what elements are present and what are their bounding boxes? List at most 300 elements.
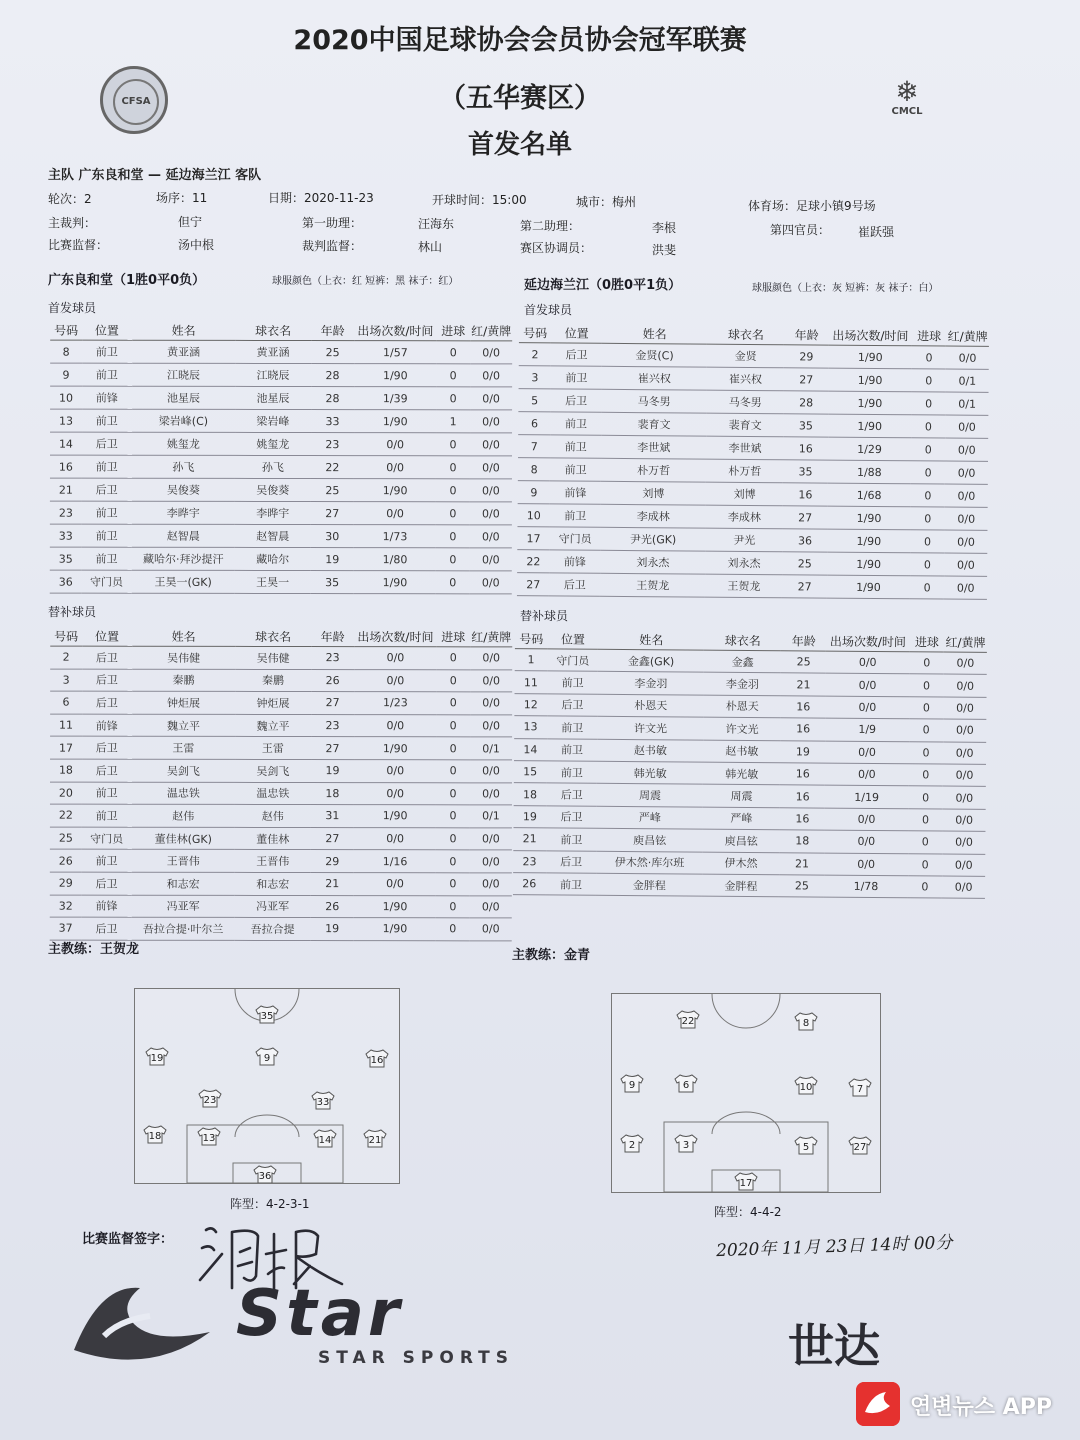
cell-apps: 0/0 bbox=[354, 647, 436, 670]
cell-age: 30 bbox=[310, 525, 354, 548]
cell-name: 裴育文 bbox=[601, 412, 707, 436]
table-row bbox=[50, 340, 512, 364]
cell-apps: 1/90 bbox=[827, 552, 910, 576]
cell-cards: 0/0 bbox=[470, 850, 512, 873]
cell-position: 后卫 bbox=[546, 783, 597, 806]
cell-age: 23 bbox=[311, 714, 355, 737]
column-header-number: 号码 bbox=[50, 320, 82, 341]
watermark-text: 연변뉴스 APP bbox=[910, 1395, 1052, 1420]
cell-age: 19 bbox=[310, 548, 354, 571]
table-header bbox=[50, 626, 512, 647]
home-coach-name: 王贺龙 bbox=[100, 942, 140, 957]
cell-shirt-name: 和志宏 bbox=[235, 872, 310, 895]
cell-age: 21 bbox=[780, 852, 825, 875]
cell-position: 守门员 bbox=[547, 649, 598, 672]
table-row bbox=[50, 501, 512, 525]
cell-apps: 0/0 bbox=[354, 669, 436, 692]
shirt-icon bbox=[795, 1137, 817, 1154]
shirt-number: 2 bbox=[628, 1140, 636, 1151]
shirt-icon bbox=[198, 1128, 220, 1145]
cell-age: 27 bbox=[310, 502, 354, 525]
shirt-icon bbox=[849, 1079, 871, 1096]
cell-apps: 0/0 bbox=[825, 808, 909, 831]
cell-name: 董佳林(GK) bbox=[131, 827, 235, 850]
table-row bbox=[50, 478, 512, 502]
cell-age: 35 bbox=[783, 460, 828, 483]
cell-age: 28 bbox=[311, 364, 355, 387]
column-header-apps: 出场次数/时间 bbox=[355, 626, 437, 647]
cell-number: 1 bbox=[515, 649, 548, 672]
cell-goals: 0 bbox=[436, 387, 470, 410]
cell-number: 12 bbox=[514, 693, 547, 716]
cell-name: 梁岩峰(C) bbox=[132, 409, 236, 432]
cell-cards: 0/0 bbox=[470, 715, 512, 738]
cell-number: 5 bbox=[518, 389, 551, 412]
cell-name: 朴恩天 bbox=[598, 694, 704, 717]
shirt-icon bbox=[735, 1173, 757, 1190]
cell-age: 16 bbox=[780, 785, 825, 808]
cell-goals: 0 bbox=[436, 669, 470, 692]
cell-apps: 1/80 bbox=[354, 548, 436, 571]
cell-name: 孙飞 bbox=[132, 455, 236, 478]
table-row bbox=[50, 386, 512, 410]
cell-name: 黄亚涵 bbox=[132, 340, 236, 363]
cell-shirt-name: 吴俊葵 bbox=[235, 478, 310, 501]
cell-cards: 0/0 bbox=[943, 742, 986, 765]
cell-position: 前锋 bbox=[550, 550, 601, 573]
away-starters-table bbox=[517, 322, 989, 600]
cell-goals: 0 bbox=[436, 828, 470, 851]
cell-apps: 1/90 bbox=[354, 805, 436, 828]
cell-age: 29 bbox=[310, 850, 354, 873]
column-header-name: 姓名 bbox=[132, 320, 236, 341]
cell-age: 25 bbox=[779, 875, 824, 898]
cell-apps: 1/90 bbox=[827, 506, 910, 530]
cell-name: 庾昌铉 bbox=[597, 828, 703, 851]
shirt-icon bbox=[312, 1092, 334, 1109]
cell-age: 29 bbox=[784, 345, 829, 368]
column-header-age: 年龄 bbox=[311, 626, 355, 647]
table-row bbox=[50, 782, 512, 805]
cell-apps: 1/90 bbox=[354, 571, 436, 594]
cell-age: 16 bbox=[781, 696, 826, 719]
cell-shirt-name: 尹光 bbox=[706, 528, 783, 552]
cell-name: 金贤(C) bbox=[602, 343, 708, 367]
cell-apps: 0/0 bbox=[354, 873, 436, 896]
cell-apps: 0/0 bbox=[354, 782, 436, 805]
cell-name: 马冬男 bbox=[601, 389, 707, 413]
cell-position: 后卫 bbox=[546, 850, 597, 873]
cell-cards: 0/0 bbox=[945, 438, 988, 461]
cell-apps: 0/0 bbox=[824, 853, 908, 876]
cell-apps: 0/0 bbox=[354, 760, 436, 783]
shirt-number: 13 bbox=[202, 1133, 216, 1144]
cell-age: 27 bbox=[783, 506, 828, 529]
cell-number: 11 bbox=[50, 714, 82, 737]
cell-number: 26 bbox=[50, 849, 82, 872]
shirt-number: 19 bbox=[150, 1053, 164, 1064]
cell-number: 8 bbox=[518, 458, 551, 481]
cell-cards: 0/0 bbox=[945, 507, 988, 530]
home-starters-table bbox=[50, 320, 512, 595]
cell-age: 35 bbox=[310, 571, 354, 594]
cell-cards: 0/0 bbox=[470, 692, 512, 715]
away-shirts bbox=[621, 1011, 871, 1190]
shirt-icon bbox=[144, 1126, 166, 1143]
cell-number: 18 bbox=[514, 783, 547, 806]
shirt-icon bbox=[677, 1011, 699, 1028]
column-header-name: 姓名 bbox=[132, 626, 236, 647]
cell-goals: 0 bbox=[908, 764, 943, 787]
away-formation: 阵型：4-4-2 bbox=[714, 1205, 782, 1219]
cell-goals: 0 bbox=[436, 341, 470, 364]
cell-position: 守门员 bbox=[550, 527, 601, 550]
cell-shirt-name: 黄亚涵 bbox=[235, 340, 310, 363]
cell-name: 赵伟 bbox=[131, 804, 235, 827]
cell-apps: 1/90 bbox=[828, 391, 911, 415]
cell-age: 25 bbox=[782, 552, 827, 575]
shirt-number: 7 bbox=[856, 1084, 864, 1095]
cell-goals: 0 bbox=[436, 479, 470, 502]
cell-position: 前卫 bbox=[82, 849, 132, 872]
table-row bbox=[50, 804, 512, 827]
cell-cards: 0/0 bbox=[945, 484, 988, 507]
signature-label: 比赛监督签字： bbox=[82, 1232, 174, 1247]
table-header bbox=[50, 320, 512, 341]
cell-goals: 0 bbox=[909, 674, 944, 697]
cell-apps: 1/90 bbox=[828, 368, 911, 392]
cell-cards: 0/0 bbox=[944, 697, 987, 720]
cell-cards: 0/0 bbox=[470, 571, 512, 594]
cell-position: 后卫 bbox=[82, 478, 132, 501]
cell-number: 22 bbox=[517, 550, 550, 573]
cell-position: 前锋 bbox=[550, 481, 601, 504]
stadium: 体育场：足球小镇9号场 bbox=[748, 199, 876, 213]
column-header-shirt-name: 球衣名 bbox=[707, 324, 784, 345]
cell-shirt-name: 吴伟健 bbox=[235, 646, 310, 669]
fourth-official: 崔跃强 bbox=[858, 225, 895, 239]
cell-shirt-name: 金胖程 bbox=[702, 874, 779, 897]
cell-number: 17 bbox=[517, 527, 550, 550]
brand-chinese: 世达 bbox=[788, 1319, 880, 1373]
cell-age: 25 bbox=[311, 341, 355, 364]
round: 轮次：2 bbox=[48, 192, 92, 206]
table-row bbox=[50, 691, 512, 714]
cell-age: 26 bbox=[311, 669, 355, 692]
table-row bbox=[50, 455, 512, 479]
column-header-position: 位置 bbox=[82, 320, 132, 341]
cell-apps: 1/39 bbox=[354, 387, 436, 410]
cell-position: 前卫 bbox=[82, 501, 132, 524]
cell-shirt-name: 裴育文 bbox=[707, 413, 784, 437]
cell-number: 13 bbox=[50, 409, 82, 432]
cell-name: 李晔宇 bbox=[131, 501, 235, 524]
cell-shirt-name: 崔兴权 bbox=[707, 367, 784, 391]
cell-cards: 0/1 bbox=[470, 737, 512, 760]
shirt-number: 35 bbox=[260, 1011, 274, 1022]
cell-age: 16 bbox=[781, 718, 826, 741]
shirt-number: 10 bbox=[799, 1082, 813, 1093]
cell-number: 26 bbox=[513, 873, 546, 896]
cell-number: 32 bbox=[50, 895, 82, 918]
shirt-number: 17 bbox=[739, 1178, 753, 1189]
home-starters-label: 首发球员 bbox=[48, 301, 97, 315]
shirt-icon bbox=[675, 1075, 697, 1092]
column-header-apps: 出场次数/时间 bbox=[829, 325, 912, 346]
shirt-number: 5 bbox=[802, 1142, 810, 1153]
cell-shirt-name: 刘永杰 bbox=[706, 551, 783, 575]
cell-cards: 0/0 bbox=[945, 553, 988, 576]
table-row bbox=[50, 827, 512, 850]
cell-name: 吴伟健 bbox=[132, 646, 236, 669]
shirt-icon bbox=[621, 1075, 643, 1092]
table-row bbox=[50, 736, 512, 759]
cell-name: 冯亚军 bbox=[131, 895, 235, 918]
cell-age: 27 bbox=[784, 368, 829, 391]
away-subs-table bbox=[513, 628, 987, 899]
cell-apps: 0/0 bbox=[826, 673, 910, 696]
cell-number: 7 bbox=[518, 435, 551, 458]
cell-age: 28 bbox=[784, 391, 829, 414]
cell-name: 王昊一(GK) bbox=[131, 570, 235, 593]
cell-age: 16 bbox=[783, 483, 828, 506]
cell-position: 前锋 bbox=[82, 895, 132, 918]
away-subs-label: 替补球员 bbox=[520, 609, 569, 623]
cell-age: 23 bbox=[311, 647, 355, 670]
cell-number: 2 bbox=[519, 343, 552, 366]
cell-name: 江晓辰 bbox=[132, 363, 236, 386]
table-row bbox=[50, 432, 512, 456]
away-coach-label: 主教练： bbox=[512, 948, 565, 963]
cell-number: 3 bbox=[519, 366, 552, 389]
shirt-number: 16 bbox=[370, 1055, 384, 1066]
cell-shirt-name: 秦鹏 bbox=[235, 669, 310, 692]
cell-shirt-name: 王昊一 bbox=[235, 570, 310, 593]
home-team-header: 广东良和堂（1胜0平0负） bbox=[48, 273, 206, 288]
cell-goals: 0 bbox=[911, 392, 946, 415]
cell-cards: 0/1 bbox=[470, 805, 512, 828]
cell-name: 李成林 bbox=[601, 504, 707, 528]
cell-apps: 1/90 bbox=[827, 575, 910, 599]
cell-position: 前卫 bbox=[547, 671, 598, 694]
cell-number: 2 bbox=[50, 646, 82, 669]
cell-cards: 0/0 bbox=[470, 873, 512, 896]
coordinator-label: 赛区协调员： bbox=[520, 241, 593, 255]
cell-shirt-name: 李晔宇 bbox=[235, 501, 310, 524]
cell-cards: 0/0 bbox=[470, 364, 512, 387]
cell-position: 前卫 bbox=[82, 782, 132, 805]
cell-age: 33 bbox=[311, 410, 355, 433]
cell-apps: 0/0 bbox=[354, 827, 436, 850]
cell-age: 18 bbox=[780, 830, 825, 853]
column-header-apps: 出场次数/时间 bbox=[354, 320, 436, 341]
column-header-age: 年龄 bbox=[784, 324, 829, 345]
cell-name: 刘永杰 bbox=[600, 550, 706, 574]
table-row bbox=[513, 873, 985, 899]
shirt-icon bbox=[795, 1077, 817, 1094]
cell-cards: 0/0 bbox=[470, 548, 512, 571]
away-starters-label: 首发球员 bbox=[524, 303, 573, 317]
cell-age: 16 bbox=[783, 437, 828, 460]
teams-line: 主队 广东良和堂 — 延边海兰江 客队 bbox=[48, 168, 262, 183]
cell-apps: 1/19 bbox=[825, 785, 909, 808]
cell-shirt-name: 朴万哲 bbox=[706, 459, 783, 483]
cell-number: 36 bbox=[50, 570, 82, 593]
cell-name: 和志宏 bbox=[131, 872, 235, 895]
cell-goals: 0 bbox=[909, 741, 944, 764]
cell-cards: 0/0 bbox=[470, 433, 512, 456]
cell-goals: 0 bbox=[911, 415, 946, 438]
away-coach bbox=[512, 944, 590, 963]
cell-apps: 1/68 bbox=[828, 483, 911, 507]
home-kit-colors: 球服颜色（上衣：红 短裤：黑 袜子：红） bbox=[272, 276, 459, 287]
supervisor: 汤中根 bbox=[178, 238, 215, 252]
assistant2: 李根 bbox=[652, 221, 677, 235]
cell-cards: 0/0 bbox=[470, 828, 512, 851]
cell-name: 韩光敏 bbox=[597, 761, 703, 784]
match-number: 场序：11 bbox=[156, 191, 208, 205]
cell-cards: 0/0 bbox=[945, 461, 988, 484]
cell-number: 27 bbox=[517, 573, 550, 596]
cell-age: 27 bbox=[311, 692, 355, 715]
cell-apps: 1/90 bbox=[354, 918, 436, 941]
cell-goals: 0 bbox=[910, 576, 945, 599]
cell-shirt-name: 王贺龙 bbox=[705, 574, 782, 598]
cell-goals: 0 bbox=[436, 850, 470, 873]
cell-shirt-name: 吴剑飞 bbox=[235, 759, 310, 782]
supervisor-label: 比赛监督： bbox=[48, 238, 109, 252]
cell-cards: 0/0 bbox=[943, 831, 986, 854]
cell-number: 10 bbox=[517, 504, 550, 527]
column-header-number: 号码 bbox=[50, 626, 82, 647]
cell-position: 守门员 bbox=[82, 827, 132, 850]
cell-goals: 0 bbox=[436, 692, 470, 715]
cell-number: 18 bbox=[50, 759, 82, 782]
fourth-official-label: 第四官员： bbox=[770, 223, 831, 237]
cell-apps: 1/29 bbox=[828, 437, 911, 461]
cell-cards: 0/0 bbox=[470, 479, 512, 502]
cell-apps: 1/90 bbox=[828, 414, 911, 438]
cell-position: 后卫 bbox=[82, 917, 132, 940]
cell-apps: 1/23 bbox=[354, 692, 436, 715]
referee-supervisor: 林山 bbox=[418, 240, 443, 254]
column-header-name: 姓名 bbox=[598, 629, 704, 650]
column-header-goals: 进球 bbox=[436, 320, 470, 341]
cell-goals: 0 bbox=[436, 433, 470, 456]
cell-goals: 0 bbox=[436, 873, 470, 896]
cell-position: 前卫 bbox=[547, 716, 598, 739]
cell-shirt-name: 钟炬展 bbox=[235, 692, 310, 715]
cell-number: 35 bbox=[50, 547, 82, 570]
coordinator: 洪斐 bbox=[652, 243, 677, 257]
table-row bbox=[50, 759, 512, 782]
cell-name: 温忠铁 bbox=[132, 782, 236, 805]
cell-number: 22 bbox=[50, 804, 82, 827]
cell-age: 26 bbox=[310, 895, 354, 918]
cell-age: 18 bbox=[311, 782, 355, 805]
cell-age: 19 bbox=[310, 918, 354, 941]
cell-goals: 1 bbox=[436, 410, 470, 433]
cell-age: 22 bbox=[311, 456, 355, 479]
cell-goals: 0 bbox=[436, 548, 470, 571]
column-header-cards: 红/黄牌 bbox=[470, 320, 512, 341]
cell-cards: 0/0 bbox=[942, 876, 985, 899]
cell-goals: 0 bbox=[436, 647, 470, 670]
cell-number: 11 bbox=[515, 671, 548, 694]
match-date: 日期：2020-11-23 bbox=[268, 191, 374, 205]
cell-name: 王贺龙 bbox=[600, 573, 706, 597]
cell-position: 前锋 bbox=[82, 386, 132, 409]
assistant2-label: 第二助理： bbox=[520, 219, 581, 233]
cell-apps: 1/90 bbox=[354, 895, 436, 918]
cell-position: 前卫 bbox=[82, 804, 132, 827]
cell-age: 35 bbox=[784, 414, 829, 437]
cell-number: 10 bbox=[50, 386, 82, 409]
cell-age: 21 bbox=[781, 673, 826, 696]
away-kit-colors: 球服颜色（上衣：灰 短裤：灰 袜子：白） bbox=[752, 283, 939, 294]
cell-position: 前卫 bbox=[82, 340, 132, 363]
cell-position: 后卫 bbox=[546, 806, 597, 829]
cell-cards: 0/0 bbox=[944, 576, 987, 599]
cell-cards: 0/0 bbox=[470, 456, 512, 479]
cell-shirt-name: 王雷 bbox=[235, 737, 310, 760]
cell-name: 刘博 bbox=[601, 481, 707, 505]
cell-number: 21 bbox=[513, 828, 546, 851]
cell-goals: 0 bbox=[911, 438, 946, 461]
home-shirts bbox=[144, 1006, 388, 1183]
cell-number: 21 bbox=[50, 478, 82, 501]
cell-name: 周震 bbox=[597, 784, 703, 807]
cell-name: 崔兴权 bbox=[602, 366, 708, 390]
cell-goals: 0 bbox=[436, 364, 470, 387]
cell-shirt-name: 金鑫 bbox=[704, 650, 781, 673]
cell-shirt-name: 赵伟 bbox=[235, 805, 310, 828]
cell-goals: 0 bbox=[909, 719, 944, 742]
cell-age: 19 bbox=[311, 760, 355, 783]
cell-goals: 0 bbox=[436, 782, 470, 805]
cell-position: 前卫 bbox=[546, 873, 597, 896]
shirt-number: 27 bbox=[853, 1142, 867, 1153]
referee-supervisor-label: 裁判监督： bbox=[302, 239, 363, 253]
cell-cards: 0/1 bbox=[946, 369, 989, 392]
cell-goals: 0 bbox=[912, 369, 947, 392]
cmcl-logo-text: CMCL bbox=[891, 106, 923, 117]
cell-number: 6 bbox=[518, 412, 551, 435]
cell-goals: 0 bbox=[436, 760, 470, 783]
cell-goals: 0 bbox=[436, 805, 470, 828]
shirt-number: 3 bbox=[682, 1140, 690, 1151]
table-row bbox=[50, 895, 512, 918]
cell-apps: 1/90 bbox=[354, 410, 436, 433]
column-header-number: 号码 bbox=[519, 322, 552, 343]
cell-name: 钟炬展 bbox=[132, 691, 236, 714]
cell-cards: 0/0 bbox=[945, 530, 988, 553]
table-row bbox=[50, 714, 512, 737]
cell-number: 20 bbox=[50, 782, 82, 805]
shirt-icon bbox=[621, 1135, 643, 1152]
cell-number: 19 bbox=[513, 805, 546, 828]
cell-age: 31 bbox=[311, 805, 355, 828]
cell-position: 前卫 bbox=[551, 366, 602, 389]
shirt-number: 9 bbox=[263, 1053, 271, 1064]
cell-age: 21 bbox=[310, 872, 354, 895]
cell-position: 后卫 bbox=[82, 646, 132, 669]
cell-shirt-name: 温忠铁 bbox=[235, 782, 310, 805]
cell-cards: 0/0 bbox=[944, 674, 987, 697]
cell-age: 19 bbox=[780, 740, 825, 763]
cell-number: 16 bbox=[50, 455, 82, 478]
cell-apps: 0/0 bbox=[826, 651, 910, 674]
